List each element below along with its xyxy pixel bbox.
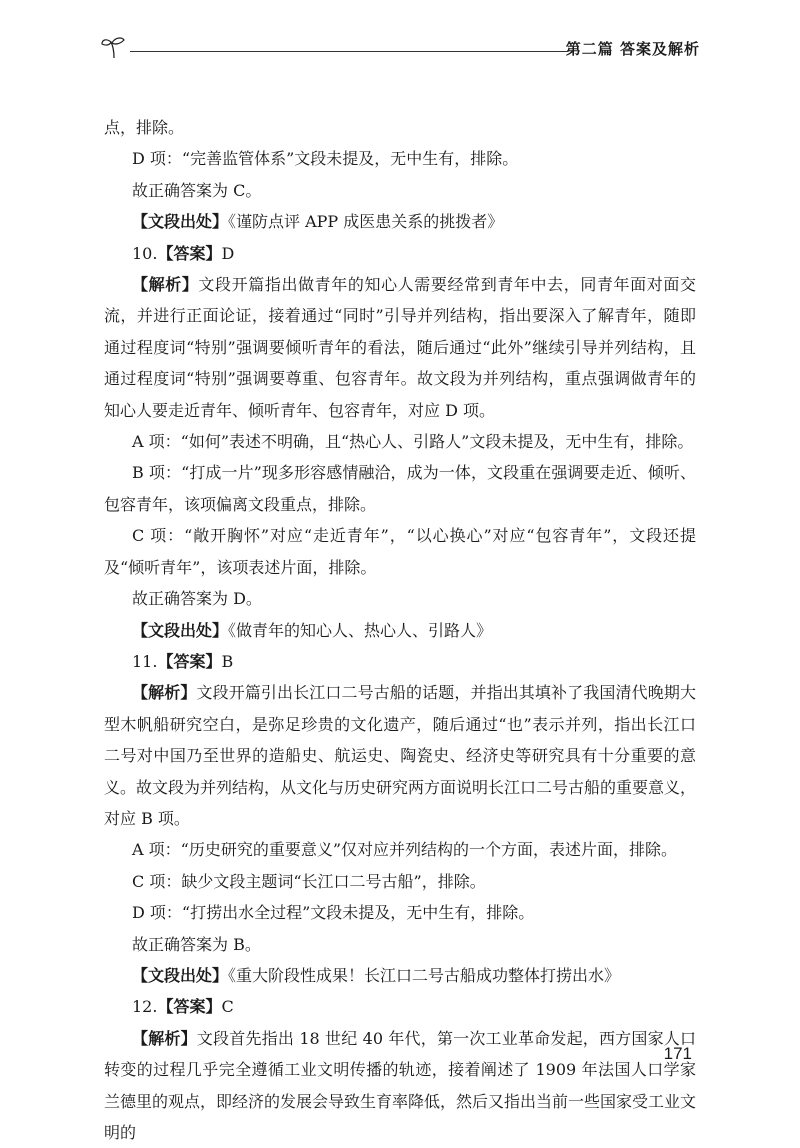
analysis-label: 【解析】 xyxy=(132,275,199,295)
paragraph: C 项：“敞开胸怀”对应“走近青年”，“以心换心”对应“包容青年”，文段还提及“倾听青年”，该项表述片面，排除。 xyxy=(104,526,696,577)
answer-value: C xyxy=(221,997,234,1017)
analysis-text: 文段首先指出 18 世纪 40 年代，第一次工业革命发起，西方国家人口转变的过程几乎完全遵循工业文明传播的轨迹，接着阐述了 1909 年法国人口学家兰德里的观点，即经济的发展会导致生育率降低，然后又指出当前一些国家受工业文明的 xyxy=(104,1028,697,1142)
paragraph: D 项：“完善监管体系”文段未提及，无中生有，排除。 xyxy=(132,149,519,169)
section-title: 第二篇 答案及解析 xyxy=(565,40,700,58)
paragraph: B 项：“打成一片”现多形容感情融洽，成为一体，文段重在强调要走近、倾听、包容青年，该项偏离文段重点，排除。 xyxy=(104,463,696,514)
source-title: 《谨防点评 APP 成医患关系的挑拨者》 xyxy=(228,212,504,232)
answer-line xyxy=(104,238,696,269)
analysis-label: 【解析】 xyxy=(132,683,197,703)
source-line xyxy=(104,960,696,991)
source-label: 【文段出处】 xyxy=(132,212,229,232)
answer-label: 【答案】 xyxy=(157,997,222,1017)
question-number: 10. xyxy=(132,243,158,263)
paragraph: A 项：“历史研究的重要意义”仅对应并列结构的一个方面，表述片面，排除。 xyxy=(132,840,678,860)
analysis-paragraph xyxy=(104,677,696,834)
source-line xyxy=(104,615,696,646)
page-header xyxy=(100,34,700,62)
analysis-paragraph xyxy=(104,269,696,426)
analysis-text: 文段开篇指出做青年的知心人需要经常到青年中去，同青年面对面交流，并进行正面论证，接着通过“同时”引导并列结构，指出要深入了解青年，随即通过程度词“特别”强调要倾听青年的看法，随后通过“此外”继续引导并列结构，且通过程度词“特别”强调要尊重、包容青年。故文段为并列结构，重点强调做青年的知心人要走近青年、倾听青年、包容青年，对应 D 项。 xyxy=(104,275,696,420)
source-title: 《做青年的知心人、热心人、引路人》 xyxy=(228,620,493,640)
question-number: 12. xyxy=(132,997,158,1017)
paragraph: D 项：“打捞出水全过程”文段未提及，无中生有，排除。 xyxy=(132,903,535,923)
question-number: 11. xyxy=(132,651,158,671)
paragraph: 点，排除。 xyxy=(104,118,185,137)
source-label: 【文段出处】 xyxy=(132,620,229,640)
answer-value: D xyxy=(221,243,235,263)
paragraph: 故正确答案为 D。 xyxy=(132,589,262,609)
sprout-icon xyxy=(100,34,130,60)
source-label: 【文段出处】 xyxy=(132,965,229,985)
answer-line xyxy=(104,646,696,677)
analysis-text: 文段开篇引出长江口二号古船的话题，并指出其填补了我国清代晚期大型木帆船研究空白，是弥足珍贵的文化遗产，随后通过“也”表示并列，指出长江口二号对中国乃至世界的造船史、航运史、陶瓷史、经济史等研究具有十分重要的意义。故文段为并列结构，从文化与历史研究两方面说明长江口二号古船的重要意义，对应 B 项。 xyxy=(104,683,697,828)
analysis-label: 【解析】 xyxy=(132,1028,197,1048)
paragraph: 故正确答案为 C。 xyxy=(132,180,262,200)
answer-label: 【答案】 xyxy=(157,651,222,671)
answer-line xyxy=(104,991,696,1022)
answer-label: 【答案】 xyxy=(157,243,222,263)
paragraph: A 项：“如何”表述不明确，且“热心人、引路人”文段未提及，无中生有，排除。 xyxy=(132,432,694,452)
header-rule xyxy=(130,51,568,52)
page-number: 171 xyxy=(663,1044,692,1063)
analysis-paragraph xyxy=(104,1023,696,1148)
answer-value: B xyxy=(221,651,234,671)
page-body xyxy=(104,112,696,1148)
source-line xyxy=(104,206,696,237)
paragraph: 故正确答案为 B。 xyxy=(132,934,261,954)
paragraph: C 项：缺少文段主题词“长江口二号古船”，排除。 xyxy=(132,871,486,891)
source-title: 《重大阶段性成果！长江口二号古船成功整体打捞出水》 xyxy=(228,965,621,985)
